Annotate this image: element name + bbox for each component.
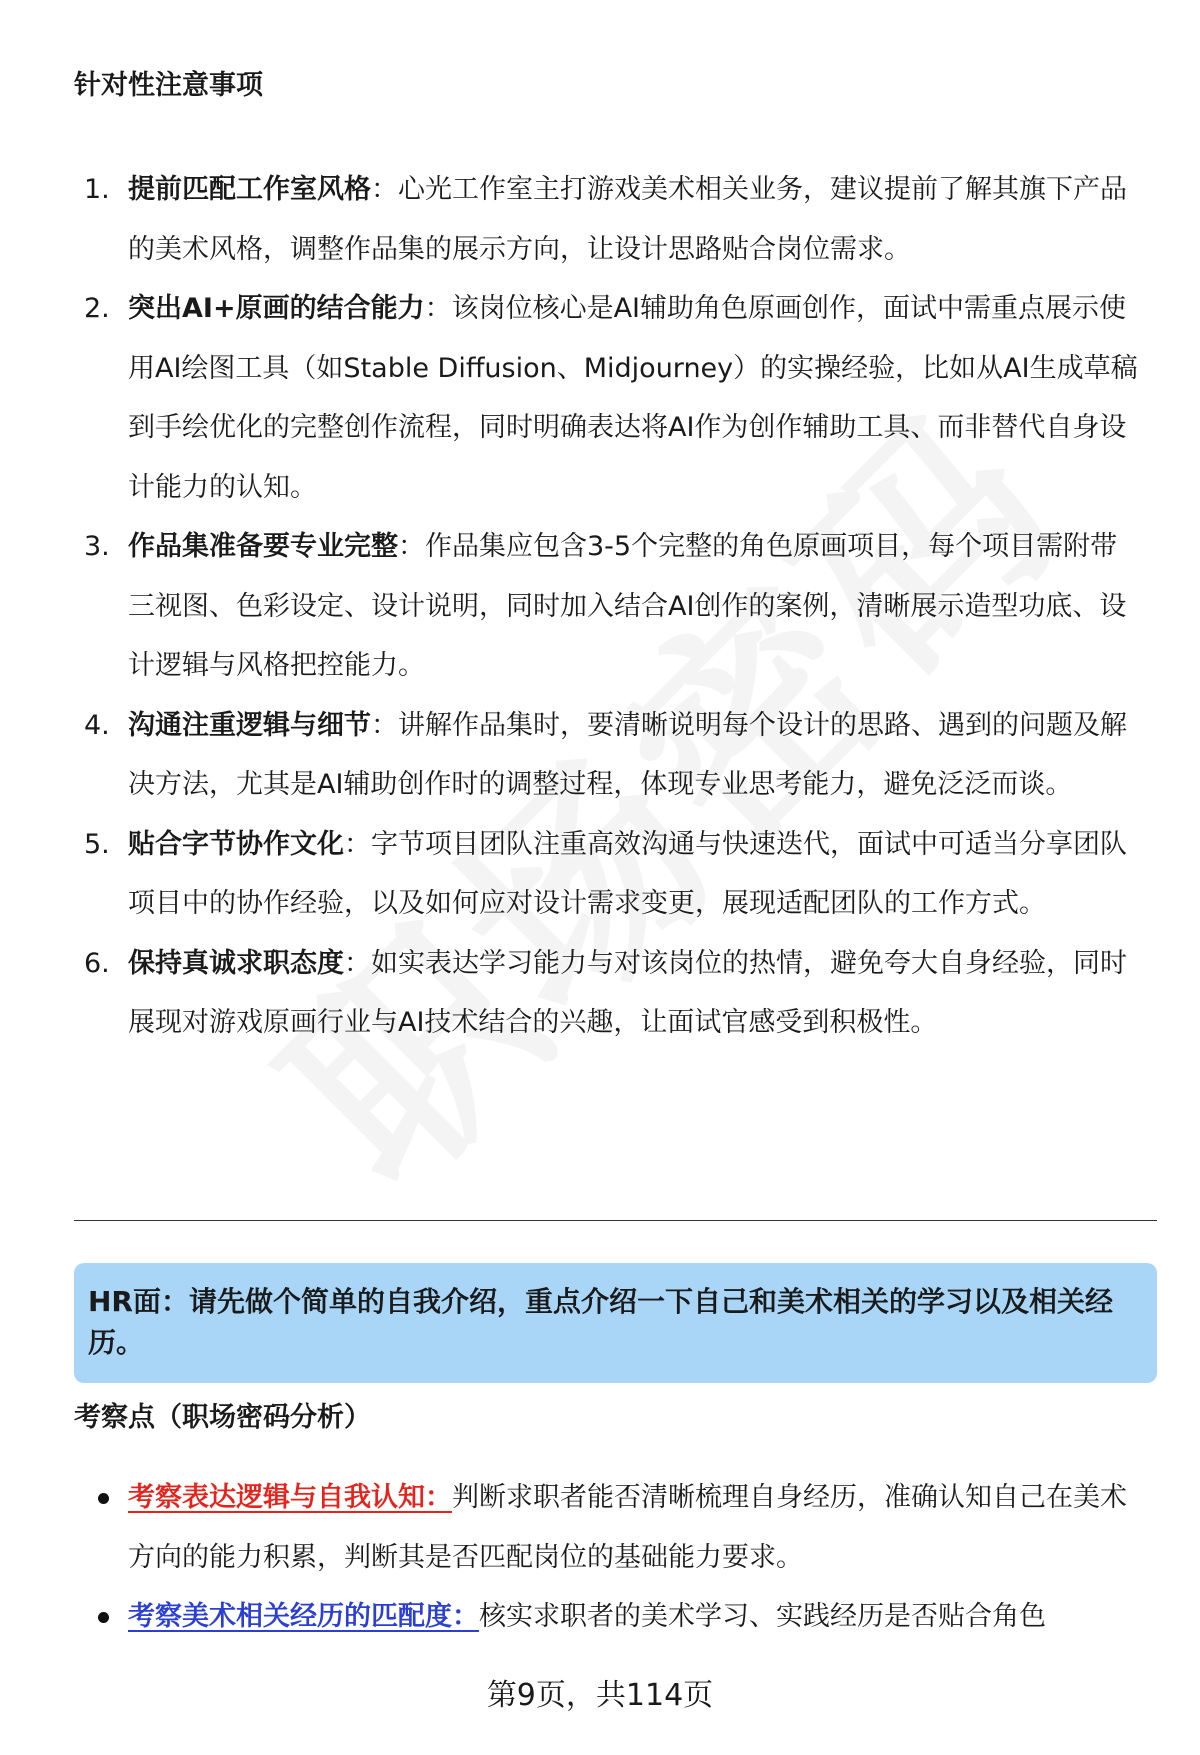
point-text: 核实求职者的美术学习、实践经历是否贴合角色 (479, 1601, 1046, 1632)
note-text: ：如实表达学习能力与对该岗位的热情，避免夸大自身经验，同时展现对游戏原画行业与AI技术结合的兴趣，让面试官感受到积极性。 (128, 947, 1127, 1038)
analysis-title: 考察点（职场密码分析） (74, 1402, 371, 1433)
bullet-icon (98, 1612, 109, 1623)
section-title: 针对性注意事项 (74, 70, 263, 101)
note-number: 3. (84, 531, 110, 562)
note-text: ：心光工作室主打游戏美术相关业务，建议提前了解其旗下产品的美术风格，调整作品集的展示方向，让设计思路贴合岗位需求。 (128, 174, 1127, 265)
points-list (74, 1468, 1144, 1647)
point-item-2 (74, 1587, 1144, 1647)
note-title: 作品集准备要专业完整 (128, 531, 398, 562)
note-title: 突出AI+原画的结合能力 (128, 293, 425, 324)
page-footer: 第9页，共114页 (486, 1678, 714, 1713)
note-text: ：该岗位核心是AI辅助角色原画创作，面试中需重点展示使用AI绘图工具（如Stable Diffusion、Midjourney）的实操经验，比如从AI生成草稿到手绘优化的完整创作流程，同时明确表达将AI作为创作辅助工具、而非替代自身设计能力的认知。 (128, 293, 1138, 503)
section-divider (74, 1220, 1157, 1221)
hr-question-box: HR面：请先做个简单的自我介绍，重点介绍一下自己和美术相关的学习以及相关经历。 (74, 1263, 1157, 1383)
bullet-icon (98, 1493, 109, 1504)
note-item-4 (74, 696, 1144, 815)
note-number: 1. (84, 174, 110, 205)
note-text: ：讲解作品集时，要清晰说明每个设计的思路、遇到的问题及解决方法，尤其是AI辅助创作时的调整过程，体现专业思考能力，避免泛泛而谈。 (128, 709, 1127, 800)
note-number: 4. (84, 709, 110, 741)
note-item-6 (74, 934, 1144, 1053)
point-title-link[interactable]: 考察表达逻辑与自我认知： (128, 1482, 452, 1513)
note-item-5 (74, 815, 1144, 934)
note-number: 6. (84, 947, 110, 979)
note-item-2 (74, 279, 1144, 517)
note-item-1 (74, 160, 1144, 279)
point-text: 判断求职者能否清晰梳理自身经历，准确认知自己在美术方向的能力积累，判断其是否匹配岗位的基础能力要求。 (128, 1482, 1127, 1573)
note-number: 5. (84, 828, 110, 860)
point-item-1 (74, 1468, 1144, 1587)
note-title: 保持真诚求职态度 (128, 947, 344, 979)
note-title: 贴合字节协作文化 (128, 828, 344, 860)
note-text: ：作品集应包含3-5个完整的角色原画项目，每个项目需附带三视图、色彩设定、设计说明，同时加入结合AI创作的案例，清晰展示造型功底、设计逻辑与风格把控能力。 (128, 531, 1127, 681)
note-text: ：字节项目团队注重高效沟通与快速迭代，面试中可适当分享团队项目中的协作经验，以及如何应对设计需求变更，展现适配团队的工作方式。 (128, 828, 1127, 919)
note-title: 提前匹配工作室风格 (128, 174, 371, 205)
notes-list (74, 160, 1144, 1053)
note-item-3 (74, 517, 1144, 696)
point-title-link[interactable]: 考察美术相关经历的匹配度： (128, 1601, 479, 1632)
note-title: 沟通注重逻辑与细节 (128, 709, 371, 741)
note-number: 2. (84, 293, 110, 324)
